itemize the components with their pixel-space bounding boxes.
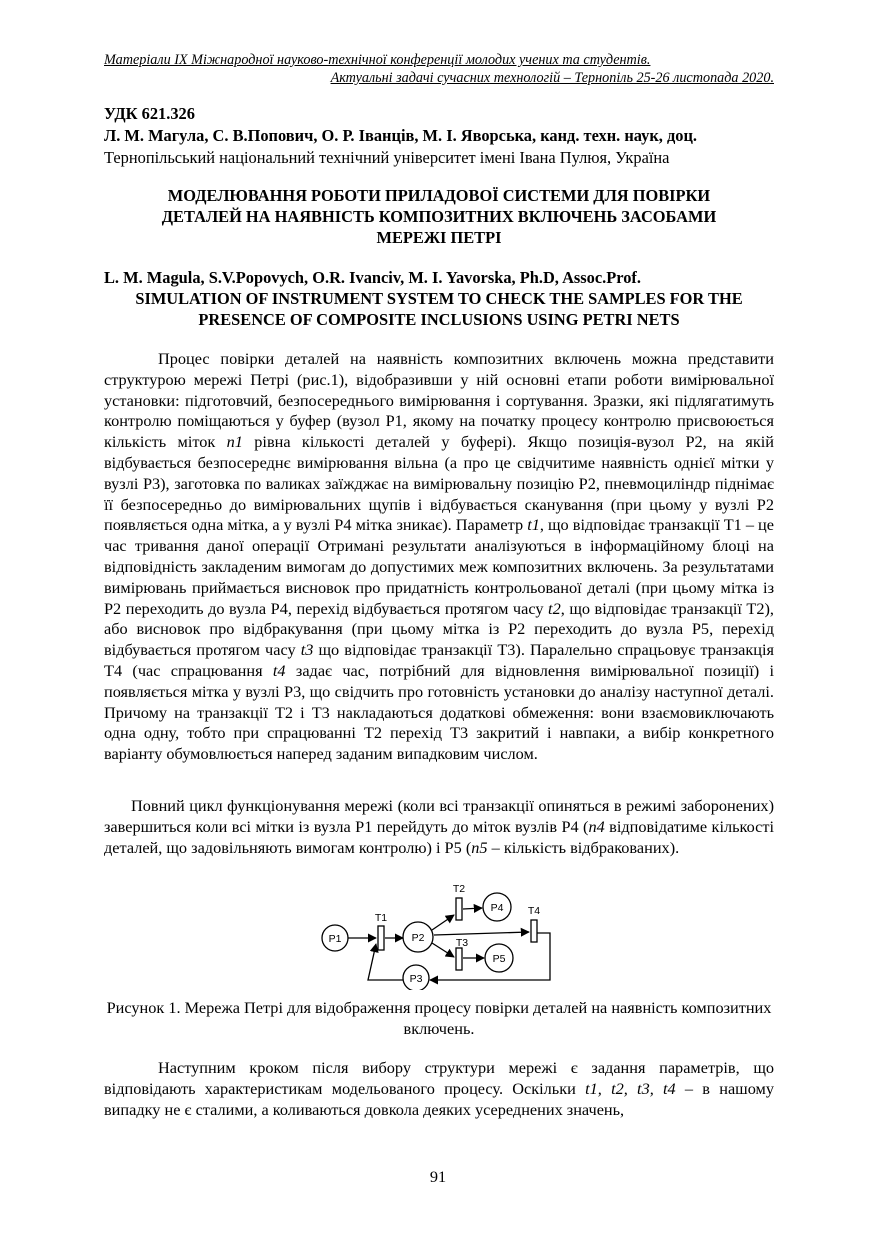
paragraph-1: Процес повірки деталей на наявність композитних включень можна представити структурою мережі Петрі (рис.1), відобразивши у ній основні етапи роботи вимірювальної установки: підготовчий, безпосереднього вимірювання і сортування. Зразки, які підлягатимуть контролю поміщаються у буфер (вузол P1, якому на початку процесу контролю присвоюється кількість міток n1 рівна кількості деталей у буфері). Якщо позиція-вузол P2, на якій відбувається безпосереднє вимірювання вільна (а про це свідчитиме наявність однієї мітки у вузлі P3), заготовка по валиках заїжджає на вимірювальну позицію P2, пневмоциліндр піднімає її безпосередньо до вимірювальних щупів і відбувається сканування (при цьому у вузлі P2 появляється одна мітка, а у вузлі P4 мітка зникає). Параметр t1, що відповідає транзакції Т1 – це час тривання даної операції Отримані результати аналізуються в інформаційному блоці на відповідність закладеним вимогам до допустимих меж композитних включень. За результатами вимірювань приймається висновок про придатність контрольованої деталі (при цьому мітка із P2 переходить до вузла P4, перехід відбувається протягом часу t2, що відповідає транзакції T2), або висновок про відбракування (при цьому мітка із P2 переходить до вузла P5, перехід відбувається протягом часу t3 що відповідає транзакції T3). Паралельно спрацьовує транзакція T4 (час спрацювання t4 задає час, потрібний для відновлення вимірювальної позиції) і появляється мітка у вузлі P3, що свідчить про готовність установки до аналізу наступної деталі. Причому на транзакції T2 і T3 накладаються додаткові обмеження: вони взаємовиключають одна одну, тобто при спрацюванні T2 перехід T3 закритий і навпаки, а вибір конкретного варіанту обумовлюється наперед заданим випадковим числом. bbox=[104, 349, 775, 764]
figure-caption: Рисунок 1. Мережа Петрі для відображення процесу повірки деталей на наявність композитних включень. bbox=[106, 998, 772, 1038]
conference-header-line2: Актуальні задачі сучасних технологій – Тернопіль 25-26 листопада 2020. bbox=[330, 70, 774, 86]
transition-t2-label: T2 bbox=[452, 883, 466, 895]
transition-t3 bbox=[456, 948, 462, 970]
transition-t1-label: T1 bbox=[374, 912, 388, 924]
transition-t2 bbox=[456, 898, 462, 920]
transition-t1 bbox=[378, 926, 384, 950]
page-number: 91 bbox=[429, 1167, 447, 1186]
place-p4-label: P4 bbox=[490, 902, 504, 914]
title-en-line2: PRESENCE OF COMPOSITE INCLUSIONS USING PETRI NETS bbox=[198, 310, 680, 329]
authors-en: L. M. Magula, S.V.Popovych, O.R. Ivanciv, M. I. Yavorska, Ph.D, Assoc.Prof. bbox=[104, 268, 641, 287]
transition-t3-label: T3 bbox=[455, 937, 469, 949]
udc-code: УДК 621.326 bbox=[104, 104, 195, 123]
authors-ua: Л. М. Магула, С. В.Попович, О. Р. Іванців, М. І. Яворська, канд. техн. наук, доц. bbox=[104, 126, 698, 145]
place-p5-label: P5 bbox=[492, 953, 506, 965]
title-ua-line1: МОДЕЛЮВАННЯ РОБОТИ ПРИЛАДОВОЇ СИСТЕМИ ДЛЯ ПОВІРКИ bbox=[167, 186, 711, 205]
transition-t4-label: T4 bbox=[527, 905, 541, 917]
title-ua-line3: МЕРЕЖІ ПЕТРІ bbox=[376, 228, 502, 247]
title-ua-line2: ДЕТАЛЕЙ НА НАЯВНІСТЬ КОМПОЗИТНИХ ВКЛЮЧЕНЬ ЗАСОБАМИ bbox=[161, 207, 717, 226]
conference-header-line1: Матеріали IX Міжнародної науково-технічної конференції молодих учених та студентів. bbox=[104, 52, 651, 68]
place-p3-label: P3 bbox=[409, 973, 423, 985]
petri-net-figure bbox=[312, 878, 572, 990]
affiliation: Тернопільський національний технічний університет імені Івана Пулюя, Україна bbox=[104, 148, 670, 167]
place-p2-label: P2 bbox=[411, 932, 425, 944]
transition-t4 bbox=[531, 920, 537, 942]
paragraph-3: Наступним кроком після вибору структури мережі є задання параметрів, що відповідають характеристикам модельованого процесу. Оскільки t1, t2, t3, t4 – в нашому випадку не є сталими, а коливаються довкола деяких усереднених значень, bbox=[104, 1058, 774, 1119]
paragraph-2: Повний цикл функціонування мережі (коли всі транзакції опиняться в режимі заборонених) завершиться коли всі мітки із вузла P1 перейдуть до міток вузлів P4 (n4 відповідатиме кількості деталей, що задовільняють вимогам контролю) і P5 (n5 – кількість відбракованих). bbox=[104, 796, 775, 857]
title-en-line1: SIMULATION OF INSTRUMENT SYSTEM TO CHECK THE SAMPLES FOR THE bbox=[135, 289, 743, 308]
place-p1-label: P1 bbox=[328, 933, 342, 945]
